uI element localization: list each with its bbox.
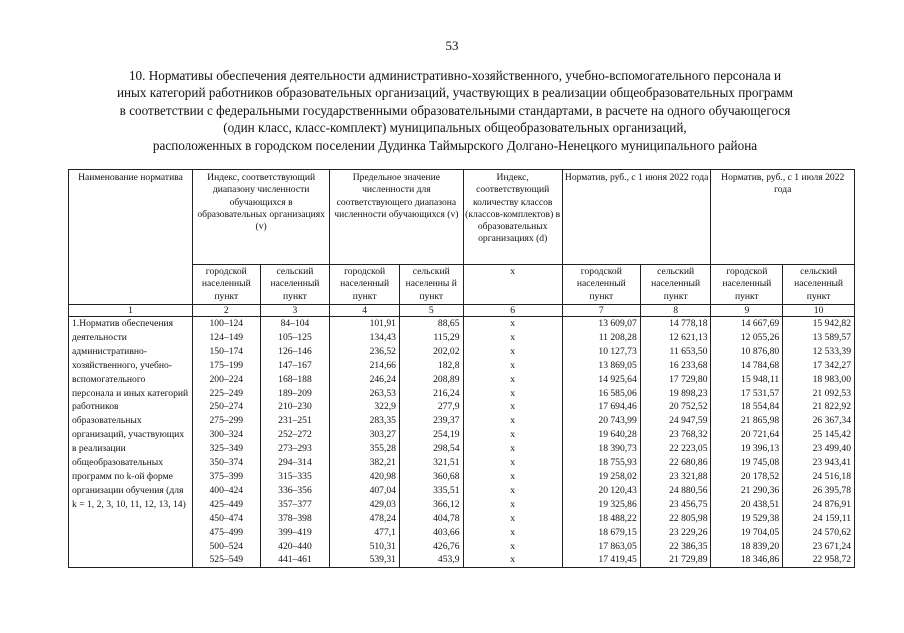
table-cell: х	[463, 526, 562, 540]
column-numbers-row	[69, 305, 855, 317]
table-cell: 17 342,27	[783, 359, 855, 373]
table-cell: 100–124	[192, 317, 260, 331]
table-cell: 24 516,18	[783, 470, 855, 484]
table-cell: 21 865,98	[711, 414, 783, 428]
table-row	[69, 317, 855, 331]
table-cell: х	[463, 553, 562, 567]
table-cell: 101,91	[330, 317, 400, 331]
table-cell: 17 694,46	[562, 400, 640, 414]
column-number: 1	[69, 305, 193, 317]
table-cell: 475–499	[192, 526, 260, 540]
table-cell: 400–424	[192, 484, 260, 498]
table-cell: 10 127,73	[562, 345, 640, 359]
table-cell: 12 621,13	[640, 331, 711, 345]
table-cell: 263,53	[330, 387, 400, 401]
column-number: 9	[711, 305, 783, 317]
table-cell: 19 640,28	[562, 428, 640, 442]
table-cell: 18 488,22	[562, 512, 640, 526]
table-cell: 294–314	[260, 456, 330, 470]
table-cell: 321,51	[399, 456, 463, 470]
table-cell: 214,66	[330, 359, 400, 373]
table-cell: 23 229,26	[640, 526, 711, 540]
table-cell: 420–440	[260, 540, 330, 554]
table-cell: 115,29	[399, 331, 463, 345]
table-cell: 105–125	[260, 331, 330, 345]
table-cell: 450–474	[192, 512, 260, 526]
heading-line: 10. Нормативы обеспечения деятельности административно-хозяйственного, учебно-вспомогательного персонала и	[128, 68, 782, 83]
table-cell: х	[463, 331, 562, 345]
table-cell: 21 290,36	[711, 484, 783, 498]
subheader-rural: сельский населенный пункт	[640, 265, 711, 305]
table-cell: 12 055,26	[711, 331, 783, 345]
header-norm-july: Норматив, руб., с 1 июля 2022 года	[711, 170, 855, 265]
header-norm-june: Норматив, руб., с 1 июня 2022 года	[562, 170, 711, 265]
table-cell: 11 208,28	[562, 331, 640, 345]
subheader-rural: сельский населенны й пункт	[399, 265, 463, 305]
table-cell: 375–399	[192, 470, 260, 484]
table-cell: 26 395,78	[783, 484, 855, 498]
table-cell: 182,8	[399, 359, 463, 373]
header-classes-index: Индекс, соответствующий количеству классов (классов-комплектов) в образовательных организациях (d)	[463, 170, 562, 265]
table-cell: 19 704,05	[711, 526, 783, 540]
table-cell: 14 925,64	[562, 373, 640, 387]
table-cell: 420,98	[330, 470, 400, 484]
table-cell: х	[463, 400, 562, 414]
column-number: 3	[260, 305, 330, 317]
table-cell: 336–356	[260, 484, 330, 498]
table-cell: 20 438,51	[711, 498, 783, 512]
table-cell: 500–524	[192, 540, 260, 554]
table-cell: 12 533,39	[783, 345, 855, 359]
table-cell: 13 609,07	[562, 317, 640, 331]
table-cell: 18 983,00	[783, 373, 855, 387]
column-number: 2	[192, 305, 260, 317]
table-cell: 539,31	[330, 553, 400, 567]
table-cell: 23 768,32	[640, 428, 711, 442]
table-cell: 425–449	[192, 498, 260, 512]
subheader-rural: сельский населенный пункт	[260, 265, 330, 305]
column-number: 7	[562, 305, 640, 317]
norm-name-cell: 1.Норматив обеспечения деятельности административно-хозяйственного, учебно-вспомогательного персонала и иных категорий работников образовательных организаций, участвующих в реализации общеобразовательных программ по k-ой форме организации обучения (для k = 1, 2, 3, 10, 11, 12, 13, 14)	[69, 317, 193, 554]
table-cell: х	[463, 498, 562, 512]
subheader-rural: сельский населенный пункт	[783, 265, 855, 305]
table-cell: 88,65	[399, 317, 463, 331]
page-number: 53	[445, 38, 459, 53]
table-cell: 378–398	[260, 512, 330, 526]
table-cell: 246,24	[330, 373, 400, 387]
table-cell: 335,51	[399, 484, 463, 498]
table-cell: 84–104	[260, 317, 330, 331]
subheader-x: х	[463, 265, 562, 305]
table-cell: 231–251	[260, 414, 330, 428]
table-cell: 275–299	[192, 414, 260, 428]
table-cell: 22 805,98	[640, 512, 711, 526]
table-cell: 22 223,05	[640, 442, 711, 456]
heading-line: в соответствии с федеральными государственными образовательными стандартами, в расчете на одного обучающегося	[119, 102, 791, 118]
table-cell: 441–461	[260, 553, 330, 567]
table-cell: х	[463, 512, 562, 526]
table-cell: 202,02	[399, 345, 463, 359]
table-cell: 14 778,18	[640, 317, 711, 331]
table-cell: х	[463, 345, 562, 359]
table-cell: 23 671,24	[783, 540, 855, 554]
table-cell: 15 948,11	[711, 373, 783, 387]
table-cell: 20 120,43	[562, 484, 640, 498]
subheader-urban: городской населенный пункт	[562, 265, 640, 305]
table-cell: 11 653,50	[640, 345, 711, 359]
table-cell: 175–199	[192, 359, 260, 373]
table-cell: 22 958,72	[783, 553, 855, 567]
table-cell: 20 752,52	[640, 400, 711, 414]
table-cell: 14 667,69	[711, 317, 783, 331]
table-cell: 382,21	[330, 456, 400, 470]
table-cell: 20 178,52	[711, 470, 783, 484]
table-cell: 15 942,82	[783, 317, 855, 331]
table-cell: 23 456,75	[640, 498, 711, 512]
table-cell: х	[463, 540, 562, 554]
table-cell: 19 529,38	[711, 512, 783, 526]
table-cell: 399–419	[260, 526, 330, 540]
table-cell: 525–549	[192, 553, 260, 567]
table-cell: 13 869,05	[562, 359, 640, 373]
table-cell: 168–188	[260, 373, 330, 387]
table-cell: 150–174	[192, 345, 260, 359]
table-cell: 10 876,80	[711, 345, 783, 359]
table-cell: 325–349	[192, 442, 260, 456]
table-cell: 357–377	[260, 498, 330, 512]
table-cell: 17 419,45	[562, 553, 640, 567]
table-cell: 18 679,15	[562, 526, 640, 540]
table-cell: 355,28	[330, 442, 400, 456]
table-cell: 250–274	[192, 400, 260, 414]
table-cell: 403,66	[399, 526, 463, 540]
table-cell: 360,68	[399, 470, 463, 484]
table-cell: 239,37	[399, 414, 463, 428]
header-row	[69, 170, 855, 265]
table-cell: 407,04	[330, 484, 400, 498]
table-cell: 16 233,68	[640, 359, 711, 373]
subheader-urban: городской населенный пункт	[192, 265, 260, 305]
norms-table	[68, 169, 855, 568]
table-cell: 19 396,13	[711, 442, 783, 456]
table-cell: 13 589,57	[783, 331, 855, 345]
table-cell: 23 943,41	[783, 456, 855, 470]
table-cell: 426,76	[399, 540, 463, 554]
table-cell: 252–272	[260, 428, 330, 442]
table-cell: 510,31	[330, 540, 400, 554]
table-cell: 298,54	[399, 442, 463, 456]
table-cell: 303,27	[330, 428, 400, 442]
table-cell: 147–167	[260, 359, 330, 373]
table-cell: 18 390,73	[562, 442, 640, 456]
table-cell: х	[463, 373, 562, 387]
table-cell: 19 325,86	[562, 498, 640, 512]
table-cell: 453,9	[399, 553, 463, 567]
table-cell: 17 729,80	[640, 373, 711, 387]
table-cell: 18 839,20	[711, 540, 783, 554]
table-cell: 19 258,02	[562, 470, 640, 484]
table-cell: 134,43	[330, 331, 400, 345]
table-cell: 300–324	[192, 428, 260, 442]
table-cell: 25 145,42	[783, 428, 855, 442]
table-cell: 210–230	[260, 400, 330, 414]
table-cell: 23 321,88	[640, 470, 711, 484]
column-number: 4	[330, 305, 400, 317]
table-cell: 20 743,99	[562, 414, 640, 428]
table-cell: 14 784,68	[711, 359, 783, 373]
table-cell: 17 531,57	[711, 387, 783, 401]
table-cell: 236,52	[330, 345, 400, 359]
column-number: 5	[399, 305, 463, 317]
table-cell: 208,89	[399, 373, 463, 387]
table-cell: 19 898,23	[640, 387, 711, 401]
table-cell: 24 876,91	[783, 498, 855, 512]
table-cell: 20 721,64	[711, 428, 783, 442]
table-row	[69, 553, 855, 567]
table-cell: х	[463, 484, 562, 498]
heading-line: расположенных в городском поселении Дудинка Таймырского Долгано-Ненецкого муниципального района	[152, 137, 758, 153]
heading-line: иных категорий работников образовательных организаций, участвующих в реализации общеобразовательных программ	[116, 85, 794, 101]
header-name: Наименование норматива	[69, 170, 193, 305]
table-cell: 350–374	[192, 456, 260, 470]
table-cell: 23 499,40	[783, 442, 855, 456]
table-cell: х	[463, 414, 562, 428]
table-cell: 19 745,08	[711, 456, 783, 470]
table-cell: 22 386,35	[640, 540, 711, 554]
heading-line: (один класс, класс-комплект) муниципальных общеобразовательных организаций,	[223, 120, 687, 136]
column-number: 6	[463, 305, 562, 317]
table-cell: 21 729,89	[640, 553, 711, 567]
table-cell: х	[463, 428, 562, 442]
table-cell: х	[463, 456, 562, 470]
column-number: 8	[640, 305, 711, 317]
table-cell: х	[463, 359, 562, 373]
table-cell: 200–224	[192, 373, 260, 387]
table-cell: х	[463, 387, 562, 401]
table-cell: 366,12	[399, 498, 463, 512]
table-cell: 254,19	[399, 428, 463, 442]
subheader-urban: городской населенный пункт	[330, 265, 400, 305]
table-cell: 24 570,62	[783, 526, 855, 540]
header-limit-value: Предельное значение численности для соответствующего диапазона численности обучающихся (v)	[330, 170, 463, 265]
table-cell: 273–293	[260, 442, 330, 456]
table-cell: 225–249	[192, 387, 260, 401]
table-cell: 22 680,86	[640, 456, 711, 470]
table-cell: 429,03	[330, 498, 400, 512]
table-cell: 277,9	[399, 400, 463, 414]
table-cell: 315–335	[260, 470, 330, 484]
table-cell: 21 822,92	[783, 400, 855, 414]
document-heading	[70, 67, 840, 154]
table-cell: 21 092,53	[783, 387, 855, 401]
table-cell: 24 947,59	[640, 414, 711, 428]
table-cell: 18 755,93	[562, 456, 640, 470]
column-number: 10	[783, 305, 855, 317]
table-cell: 283,35	[330, 414, 400, 428]
empty-name-cell	[69, 553, 193, 567]
table-cell: 126–146	[260, 345, 330, 359]
table-cell: х	[463, 317, 562, 331]
table-cell: 404,78	[399, 512, 463, 526]
table-cell: 124–149	[192, 331, 260, 345]
table-cell: 17 863,05	[562, 540, 640, 554]
table-cell: 18 554,84	[711, 400, 783, 414]
table-cell: 24 880,56	[640, 484, 711, 498]
table-cell: 322,9	[330, 400, 400, 414]
table-cell: х	[463, 470, 562, 484]
table-cell: 16 585,06	[562, 387, 640, 401]
table-cell: 477,1	[330, 526, 400, 540]
subheader-urban: городской населенный пункт	[711, 265, 783, 305]
table-cell: 26 367,34	[783, 414, 855, 428]
table-cell: 216,24	[399, 387, 463, 401]
header-index-range: Индекс, соответствующий диапазону численности обучающихся в образовательных организациях (v)	[192, 170, 329, 265]
table-cell: 478,24	[330, 512, 400, 526]
table-cell: 24 159,11	[783, 512, 855, 526]
table-cell: 18 346,86	[711, 553, 783, 567]
table-cell: х	[463, 442, 562, 456]
table-cell: 189–209	[260, 387, 330, 401]
